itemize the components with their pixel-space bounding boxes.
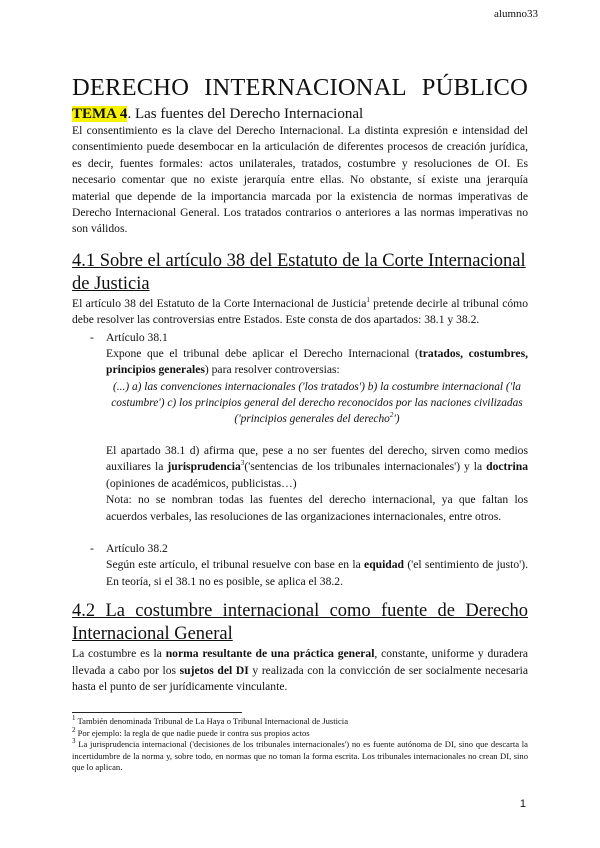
list-item-article-38-2 [72, 541, 528, 557]
footnote-number: 1 [72, 714, 76, 723]
bold-text: norma resultante de una práctica general [165, 647, 375, 661]
footnotes [72, 712, 528, 774]
article-list [72, 330, 528, 590]
topic-title: . Las fuentes del Derecho Internacional [127, 106, 364, 122]
title-word-1: DERECHO [72, 74, 190, 101]
text-run: , constante, uniforme y duradera llevada a cabo por los [72, 647, 528, 677]
topic-heading [72, 105, 528, 123]
footnote-text: También denominada Tribunal de La Haya o Tribunal Internacional de Justicia [75, 716, 349, 726]
text-run: (opiniones de académicos, publicistas…) [106, 476, 297, 490]
footnote-number: 2 [72, 725, 76, 734]
footnote-ref-1: 1 [366, 295, 370, 304]
text-run: Expone que el tribunal debe aplicar el Derecho Internacional ( [106, 347, 419, 361]
bold-text: equidad [364, 558, 405, 572]
text-run: ('el sentimiento de justo'). En teoría, si el 38.1 no es posible, se aplica el 38.2. [106, 558, 528, 588]
bold-text: tratados, costumbres, principios generales [106, 347, 528, 377]
list-item-article-38-1 [72, 330, 528, 346]
spacer [106, 427, 528, 443]
article-38-2-paragraph [106, 557, 528, 590]
bold-text: doctrina [486, 460, 528, 474]
header-username: alumno33 [494, 8, 538, 20]
footnote-ref-2: 2 [389, 411, 394, 420]
article-38-1-paragraph [106, 346, 528, 379]
title-word-3: PÚBLICO [421, 74, 528, 101]
page-number: 1 [519, 798, 526, 810]
footnote-1 [72, 716, 528, 728]
footnote-text: La jurisprudencia internacional ('decisiones de los tribunales internacionales') no es fuente autónoma de DI, sino que descarta la incertidumbre de la norma y, sobre todo, en normas que no toman la forma escrita. Los tribunales internacionales no crean DI, sino que lo aplican. [72, 739, 528, 773]
footnote-3 [72, 739, 528, 774]
article-38-1-body [72, 346, 528, 525]
list-item-title: Artículo 38.1 [106, 330, 168, 344]
bold-text: sujetos del DI [179, 663, 249, 677]
intro-paragraph: El consentimiento es la clave del Derecho Internacional. La distinta expresión e intensidad del consentimiento puede desembocar en la articulación de diferentes procesos de creación jurídica, es decir, fuentes formales: actos unilaterales, tratados, costumbre y resoluciones de OI. Es necesario comentar que no existe jerarquía entre ellas. No obstante, sí existe una jerarquía material que depende de la importancia marcada por la existencia de normas imperativas de Derecho Internacional General. Los tratados contrarios o anteriores a las normas imperativas no son válidos. [72, 124, 528, 236]
footnote-separator [72, 712, 242, 713]
list-dash: - [90, 330, 94, 344]
page-content [72, 74, 528, 695]
spacer [72, 525, 528, 541]
list-item-title: Artículo 38.2 [106, 541, 168, 555]
section-4-1-paragraph [72, 296, 528, 329]
text-run: ) para resolver controversias: [204, 363, 340, 377]
article-quote [106, 379, 528, 427]
text-run: Según este artículo, el tribunal resuelve con base en la [106, 558, 365, 572]
text-run: (...) a) las convenciones internacionales ('los tratados') b) la costumbre internacional ('la costumbre') c) los principios general del derecho reconocidos por las naciones civilizadas ('principios generales del derecho [111, 380, 523, 425]
text-run: ('sentencias de los tribunales internacionales') y la [244, 460, 487, 474]
text-run: La costumbre es la [72, 647, 166, 661]
section-4-2-paragraph [72, 646, 528, 695]
text-run: El apartado 38.1 d) afirma que, pese a no ser fuentes del derecho, sirven como medios auxiliares la [106, 443, 528, 474]
footnote-2 [72, 725, 528, 740]
footnote-ref-3: 3 [240, 459, 245, 468]
text-run: pretende decirle al tribunal cómo debe resolver las controversias entre Estados. Este consta de dos apartados: 38.1 y 38.2. [72, 296, 528, 327]
title-word-2: INTERNACIONAL [204, 74, 407, 101]
section-heading-4-2: 4.2 La costumbre internacional como fuente de Derecho Internacional General [72, 601, 528, 645]
section-heading-4-1: 4.1 Sobre el artículo 38 del Estatuto de la Corte Internacional de Justicia [72, 250, 526, 294]
document-title [72, 74, 528, 102]
article-38-2-body [72, 557, 528, 590]
bold-text: jurisprudencia [167, 460, 241, 474]
note-paragraph: Nota: no se nombran todas las fuentes del derecho internacional, ya que faltan los acuerdos verbales, las resoluciones de las organizaciones internacionales, entre otros. [106, 493, 528, 523]
footnote-number: 3 [72, 737, 76, 746]
text-run: El artículo 38 del Estatuto de la Corte Internacional de Justicia [72, 296, 367, 310]
footnote-text: Por ejemplo: la regla de que nadie puede ir contra sus propios actos [75, 727, 310, 738]
article-38-1-d-paragraph [106, 443, 528, 492]
text-run: y realizada con la convicción de ser socialmente necesaria hasta el punto de ser jurídicamente vinculante. [72, 663, 529, 693]
list-dash: - [90, 541, 94, 555]
text-run: ') [393, 412, 400, 425]
topic-label-highlight: TEMA 4 [72, 106, 128, 122]
